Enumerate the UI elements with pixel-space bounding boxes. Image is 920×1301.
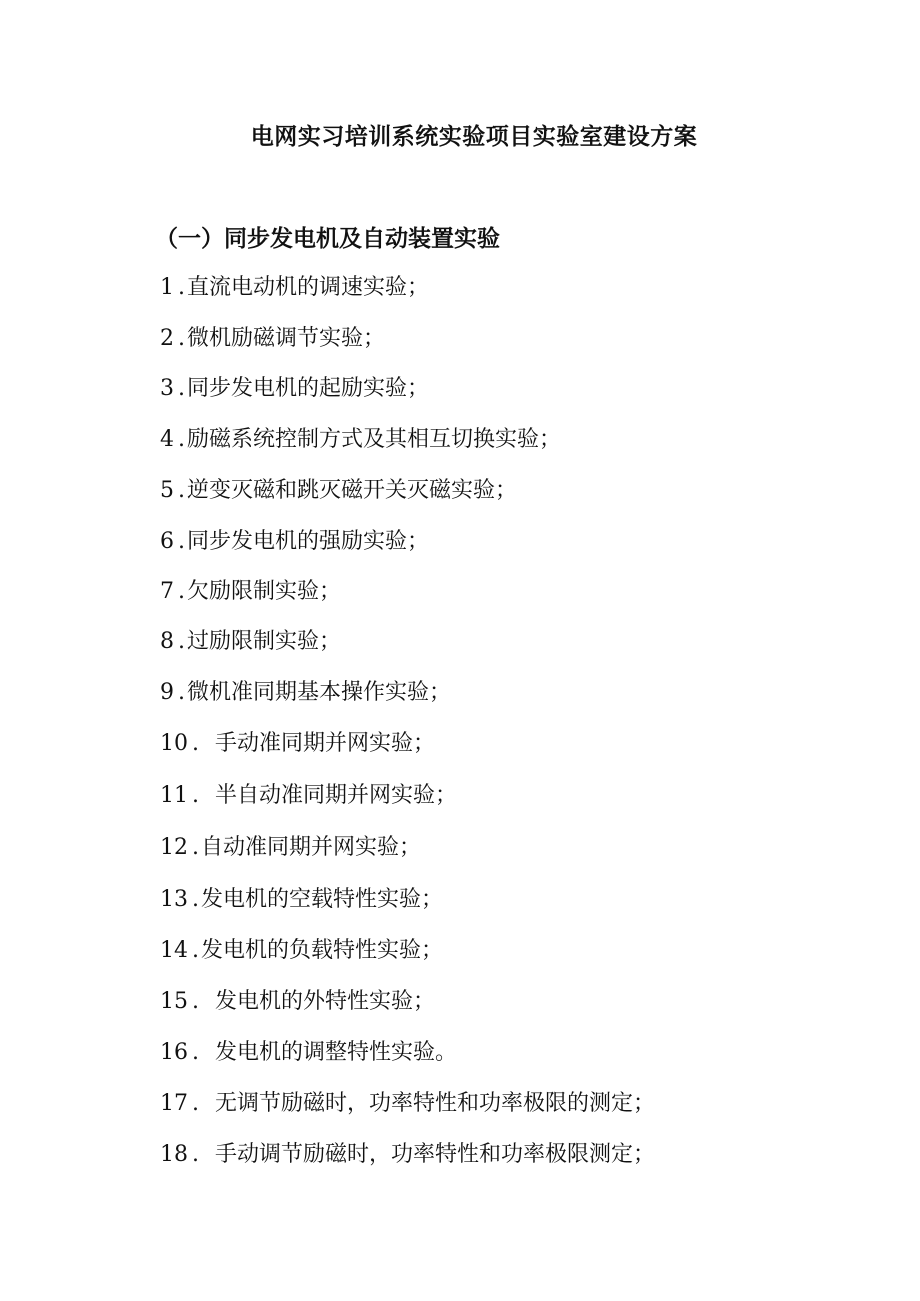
list-item-number: 12 <box>160 835 188 860</box>
list-item-separator: . <box>178 275 185 300</box>
list-item-number: 6 <box>160 529 174 554</box>
list-item-number: 4 <box>160 427 174 452</box>
list-item-separator: . <box>178 579 185 604</box>
list-item <box>160 834 421 862</box>
list-item-text: 直流电动机的调速实验； <box>187 275 430 300</box>
list-item <box>160 477 517 505</box>
list-item-separator: . <box>192 783 199 808</box>
list-item-separator: . <box>178 680 185 705</box>
list-item-separator: . <box>192 1142 199 1167</box>
list-item-number: 11 <box>160 783 188 808</box>
list-item <box>160 988 435 1016</box>
list-item-number: 14 <box>160 938 188 963</box>
list-item-text: 过励限制实验； <box>187 629 342 654</box>
list-item-separator: . <box>192 1040 199 1065</box>
list-item-separator: . <box>178 326 185 351</box>
list-item-separator: . <box>192 1091 199 1116</box>
list-item-number: 8 <box>160 629 174 654</box>
list-item-separator: . <box>178 529 185 554</box>
list-item <box>160 886 443 914</box>
list-item-separator: . <box>178 427 185 452</box>
list-item-text: 发电机的空载特性实验； <box>201 887 444 912</box>
list-item-text: 手动调节励磁时，功率特性和功率极限测定； <box>215 1142 656 1167</box>
list-item <box>160 730 435 758</box>
list-item-separator: . <box>192 731 199 756</box>
list-item-text: 同步发电机的强励实验； <box>187 529 430 554</box>
list-item-separator: . <box>192 835 199 860</box>
list-item-number: 16 <box>160 1040 188 1065</box>
list-item-number: 10 <box>160 731 188 756</box>
list-item-separator: . <box>178 376 185 401</box>
list-item-number: 5 <box>160 478 174 503</box>
list-item-separator: . <box>192 887 199 912</box>
list-item <box>160 679 451 707</box>
list-item-text: 励磁系统控制方式及其相互切换实验； <box>187 427 562 452</box>
list-item-separator: . <box>192 989 199 1014</box>
list-item-text: 逆变灭磁和跳灭磁开关灭磁实验； <box>187 478 518 503</box>
list-item-number: 13 <box>160 887 188 912</box>
list-item-text: 发电机的外特性实验； <box>215 989 436 1014</box>
list-item-number: 7 <box>160 579 174 604</box>
list-item <box>160 937 443 965</box>
document-title: 电网实习培训系统实验项目实验室建设方案 <box>250 123 698 150</box>
list-item-number: 2 <box>160 326 174 351</box>
list-item-text: 手动准同期并网实验； <box>215 731 436 756</box>
list-item <box>160 325 385 353</box>
list-item-text: 发电机的负载特性实验； <box>201 938 444 963</box>
list-item-text: 无调节励磁时，功率特性和功率极限的测定； <box>215 1091 656 1116</box>
list-item <box>160 1090 655 1118</box>
list-item-text: 自动准同期并网实验； <box>201 835 422 860</box>
list-item-text: 微机励磁调节实验； <box>187 326 386 351</box>
list-item-number: 1 <box>160 275 174 300</box>
list-item-number: 9 <box>160 680 174 705</box>
list-item-text: 欠励限制实验； <box>187 579 342 604</box>
list-item <box>160 426 561 454</box>
list-item-number: 17 <box>160 1091 188 1116</box>
list-item <box>160 628 341 656</box>
list-item-separator: . <box>192 938 199 963</box>
list-item-separator: . <box>178 478 185 503</box>
list-item-separator: . <box>178 629 185 654</box>
list-item <box>160 1039 457 1067</box>
list-item-text: 半自动准同期并网实验； <box>215 783 458 808</box>
list-item-number: 3 <box>160 376 174 401</box>
list-item <box>160 578 341 606</box>
list-item <box>160 1141 655 1169</box>
list-item-text: 微机准同期基本操作实验； <box>187 680 452 705</box>
list-item <box>160 274 429 302</box>
list-item <box>160 375 429 403</box>
list-item <box>160 528 429 556</box>
list-item <box>160 782 457 810</box>
list-item-number: 15 <box>160 989 188 1014</box>
list-item-number: 18 <box>160 1142 188 1167</box>
list-item-text: 同步发电机的起励实验； <box>187 376 430 401</box>
list-item-text: 发电机的调整特性实验。 <box>215 1040 458 1065</box>
section-heading: （一）同步发电机及自动装置实验 <box>155 225 500 252</box>
